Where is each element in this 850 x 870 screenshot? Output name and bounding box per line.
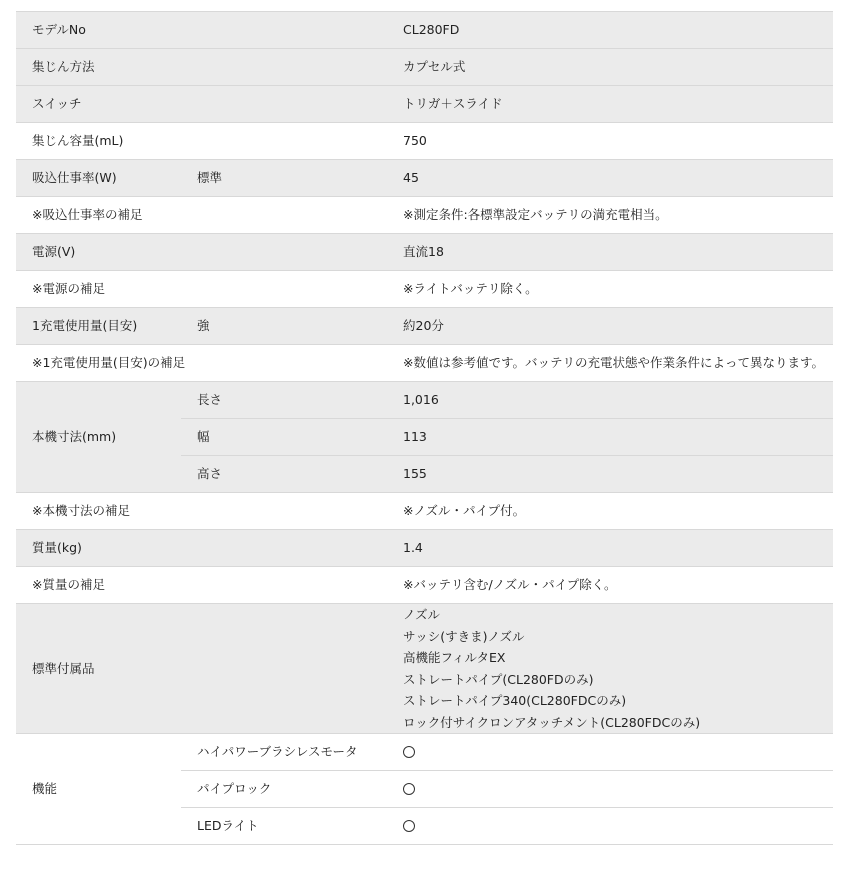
spec-value: ※測定条件:各標準設定バッテリの満充電相当。 — [387, 197, 833, 234]
spec-row-dimensions-note — [16, 493, 833, 530]
spec-value: ※数値は参考値です。バッテリの充電状態や作業条件によって異なります。 — [387, 345, 833, 382]
spec-value: トリガ＋スライド — [387, 86, 833, 123]
spec-row-switch — [16, 86, 833, 123]
spec-row-runtime-note — [16, 345, 833, 382]
spec-label: 集じん方法 — [16, 49, 387, 86]
spec-value: ※バッテリ含む/ノズル・パイプ除く。 — [387, 567, 833, 604]
accessory-item: ストレートパイプ340(CL280FDCのみ) — [403, 693, 627, 708]
spec-value: 直流18 — [387, 234, 833, 271]
spec-label: 1充電使用量(目安) — [16, 308, 181, 345]
spec-label: 本機寸法(mm) — [16, 382, 181, 493]
spec-label: ※質量の補足 — [16, 567, 387, 604]
spec-row-accessories — [16, 604, 833, 734]
spec-value: 750 — [387, 123, 833, 160]
spec-sublabel: ハイパワーブラシレスモータ — [181, 734, 387, 771]
spec-row-suction-note — [16, 197, 833, 234]
spec-label: 標準付属品 — [16, 604, 387, 734]
spec-table — [16, 11, 833, 845]
spec-row-power — [16, 234, 833, 271]
spec-sublabel: 幅 — [181, 419, 387, 456]
spec-label: モデルNo — [16, 12, 387, 49]
spec-value: 約20分 — [387, 308, 833, 345]
spec-value: 45 — [387, 160, 833, 197]
spec-label: ※吸込仕事率の補足 — [16, 197, 387, 234]
spec-row-dimensions-length — [16, 382, 833, 419]
spec-row-model — [16, 12, 833, 49]
spec-label: スイッチ — [16, 86, 387, 123]
spec-sublabel: 長さ — [181, 382, 387, 419]
spec-row-runtime — [16, 308, 833, 345]
spec-label: 機能 — [16, 734, 181, 845]
spec-label: 集じん容量(mL) — [16, 123, 387, 160]
spec-value: カプセル式 — [387, 49, 833, 86]
circle-mark-icon — [403, 820, 415, 832]
accessory-item: サッシ(すきま)ノズル — [403, 628, 525, 644]
spec-label: ※本機寸法の補足 — [16, 493, 387, 530]
circle-mark-icon — [403, 783, 415, 795]
spec-row-capacity — [16, 123, 833, 160]
spec-value — [387, 734, 833, 771]
spec-value: 113 — [387, 419, 833, 456]
spec-value: CL280FD — [387, 12, 833, 49]
spec-value: 1,016 — [387, 382, 833, 419]
spec-sublabel: LEDライト — [181, 808, 387, 845]
spec-sublabel: 強 — [181, 308, 387, 345]
spec-value: 155 — [387, 456, 833, 493]
spec-value — [387, 771, 833, 808]
spec-label: ※電源の補足 — [16, 271, 387, 308]
spec-row-feature-motor — [16, 734, 833, 771]
spec-value — [387, 808, 833, 845]
spec-row-dust-method — [16, 49, 833, 86]
accessory-item: ノズル — [403, 607, 441, 622]
spec-row-weight-note — [16, 567, 833, 604]
spec-label: 電源(V) — [16, 234, 387, 271]
spec-label: 吸込仕事率(W) — [16, 160, 181, 197]
accessory-item: ストレートパイプ(CL280FDのみ) — [403, 671, 594, 687]
spec-sublabel: パイプロック — [181, 771, 387, 808]
spec-value: ※ライトバッテリ除く。 — [387, 271, 833, 308]
spec-value: ※ノズル・パイプ付。 — [387, 493, 833, 530]
spec-row-weight — [16, 530, 833, 567]
spec-row-power-note — [16, 271, 833, 308]
spec-label: 質量(kg) — [16, 530, 387, 567]
spec-sublabel: 標準 — [181, 160, 387, 197]
spec-sublabel: 高さ — [181, 456, 387, 493]
circle-mark-icon — [403, 746, 415, 758]
spec-table-container — [16, 11, 833, 845]
accessory-item: 高機能フィルタEX — [403, 650, 506, 665]
spec-label: ※1充電使用量(目安)の補足 — [16, 345, 387, 382]
spec-value: 1.4 — [387, 530, 833, 567]
spec-row-suction — [16, 160, 833, 197]
accessory-item: ロック付サイクロンアタッチメント(CL280FDCのみ) — [403, 714, 701, 730]
accessory-list — [387, 604, 833, 734]
